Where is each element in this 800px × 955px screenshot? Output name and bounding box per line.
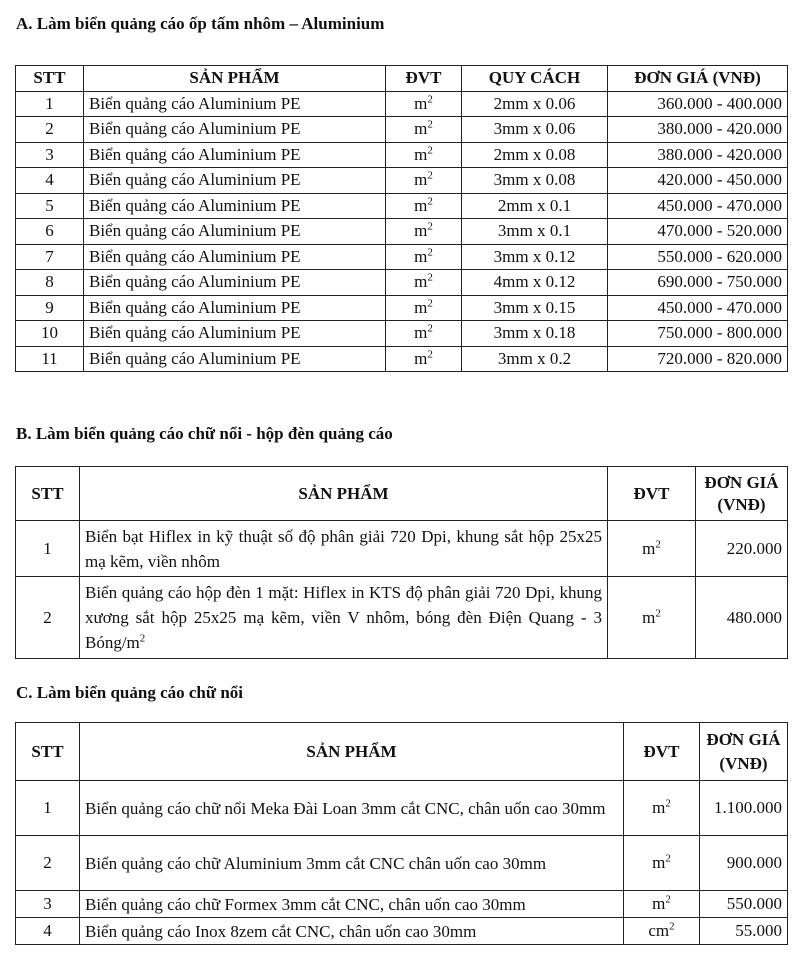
row-stt xyxy=(16,891,80,918)
raised-letter-price-table xyxy=(15,722,788,945)
row-product xyxy=(84,295,386,321)
row-unit-exponent: 2 xyxy=(427,348,433,361)
row-price-text: 480.000 xyxy=(726,607,782,627)
row-spec-text: 3mm x 0.2 xyxy=(497,348,572,368)
row-price-text: 690.000 - 750.000 xyxy=(657,272,782,292)
row-unit xyxy=(386,117,462,143)
table-row xyxy=(16,193,788,219)
header-price xyxy=(696,467,788,521)
row-unit xyxy=(624,891,700,918)
row-stt xyxy=(16,521,80,577)
table-row xyxy=(16,142,788,168)
table-row xyxy=(16,91,788,117)
row-product-text: Biển quảng cáo Aluminium PE xyxy=(89,93,301,113)
row-unit-exponent: 2 xyxy=(427,93,433,106)
aluminium-price-table xyxy=(15,65,788,372)
row-unit-exponent: 2 xyxy=(427,297,433,310)
row-unit-exponent: 2 xyxy=(669,920,675,933)
row-product xyxy=(84,219,386,245)
row-product xyxy=(80,891,624,918)
row-product xyxy=(84,270,386,296)
table-row xyxy=(16,117,788,143)
row-product-text: Biển quảng cáo Aluminium PE xyxy=(89,195,301,215)
row-stt-text: 4 xyxy=(45,170,54,190)
row-spec-text: 3mm x 0.18 xyxy=(493,323,576,343)
row-stt xyxy=(16,91,84,117)
table-row xyxy=(16,219,788,245)
row-product xyxy=(84,168,386,194)
header-unit: ĐVT xyxy=(386,66,462,92)
row-unit-text: m xyxy=(414,221,428,241)
row-unit-exponent: 2 xyxy=(427,322,433,335)
row-stt-text: 2 xyxy=(43,853,52,872)
row-unit-text: m xyxy=(414,119,428,139)
header-stt: STT xyxy=(16,467,80,521)
header-spec: QUY CÁCH xyxy=(462,66,608,92)
row-stt-text: 4 xyxy=(43,921,52,940)
table-row xyxy=(16,918,788,945)
row-stt-text: 3 xyxy=(43,894,52,913)
row-product-text: Biển quảng cáo Inox 8zem cắt CNC, chân uốn cao 30mm xyxy=(85,921,477,941)
header-stt: STT xyxy=(16,723,80,781)
row-product-text: Biển quảng cáo chữ Aluminium 3mm cắt CNC chân uốn cao 30mm xyxy=(85,853,547,873)
row-unit-text: m xyxy=(414,195,428,215)
row-spec xyxy=(462,91,608,117)
row-price-text: 1.100.000 xyxy=(714,798,782,817)
row-stt xyxy=(16,295,84,321)
row-stt xyxy=(16,117,84,143)
row-price-text: 550.000 xyxy=(726,894,782,913)
row-price xyxy=(608,117,788,143)
row-price-text: 720.000 - 820.000 xyxy=(657,348,782,368)
table-row xyxy=(16,781,788,836)
row-product-text: Biển quảng cáo Aluminium PE xyxy=(89,170,301,190)
row-spec xyxy=(462,346,608,372)
row-spec-text: 3mm x 0.1 xyxy=(497,221,572,241)
row-unit-text: m xyxy=(414,144,428,164)
row-stt-text: 3 xyxy=(45,144,54,164)
row-unit-text: m xyxy=(414,272,428,292)
row-unit xyxy=(608,521,696,577)
row-product-text: Biển quảng cáo hộp đèn 1 mặt: Hiflex in KTS độ phân giải 720 Dpi, khung xương sắt hộp 25x25 mạ kẽm, viền V nhôm, bóng đèn Điện Quang - 3 Bóng/m xyxy=(85,583,602,652)
row-unit xyxy=(386,142,462,168)
row-unit-text: m xyxy=(652,894,666,913)
row-unit xyxy=(624,781,700,836)
header-price-line2: (VNĐ) xyxy=(717,494,766,514)
row-unit-exponent: 2 xyxy=(655,606,661,619)
row-product xyxy=(84,91,386,117)
row-spec xyxy=(462,270,608,296)
row-price xyxy=(700,781,788,836)
header-stt: STT xyxy=(16,66,84,92)
row-price xyxy=(700,891,788,918)
row-product-text: Biển quảng cáo chữ Formex 3mm cắt CNC, chân uốn cao 30mm xyxy=(85,894,526,914)
table-header-row xyxy=(16,467,788,521)
row-unit xyxy=(386,295,462,321)
row-stt xyxy=(16,193,84,219)
row-stt-text: 5 xyxy=(45,195,54,215)
row-unit xyxy=(386,219,462,245)
table-row xyxy=(16,346,788,372)
row-spec-text: 3mm x 0.12 xyxy=(493,246,576,266)
row-stt-text: 1 xyxy=(43,798,52,817)
row-stt xyxy=(16,219,84,245)
row-stt-text: 1 xyxy=(45,93,54,113)
row-unit xyxy=(608,577,696,659)
row-unit xyxy=(624,918,700,945)
row-spec xyxy=(462,219,608,245)
row-spec xyxy=(462,117,608,143)
section-a-title: A. Làm biển quảng cáo ốp tấm nhôm – Aluminium xyxy=(16,14,385,33)
table-header-row xyxy=(16,723,788,781)
row-price xyxy=(608,270,788,296)
table-row xyxy=(16,168,788,194)
row-price-text: 380.000 - 420.000 xyxy=(657,119,782,139)
row-stt-text: 2 xyxy=(45,119,54,139)
table-row xyxy=(16,321,788,347)
row-price xyxy=(608,219,788,245)
row-spec-text: 2mm x 0.06 xyxy=(493,93,576,113)
row-price-text: 550.000 - 620.000 xyxy=(657,246,782,266)
row-unit-exponent: 2 xyxy=(427,246,433,259)
row-unit-exponent: 2 xyxy=(665,797,671,810)
row-stt xyxy=(16,244,84,270)
row-unit-exponent: 2 xyxy=(665,852,671,865)
row-price xyxy=(700,918,788,945)
row-stt-text: 2 xyxy=(43,607,52,627)
row-stt-text: 10 xyxy=(41,323,58,343)
row-unit xyxy=(386,346,462,372)
row-product-exponent: 2 xyxy=(139,632,146,645)
row-price xyxy=(608,346,788,372)
row-spec-text: 3mm x 0.06 xyxy=(493,119,576,139)
header-product: SẢN PHẨM xyxy=(84,66,386,92)
row-stt xyxy=(16,321,84,347)
table-header-row xyxy=(16,66,788,92)
row-stt-text: 7 xyxy=(45,246,54,266)
row-product-text: Biển quảng cáo Aluminium PE xyxy=(89,297,301,317)
row-stt xyxy=(16,142,84,168)
table-row xyxy=(16,295,788,321)
header-price-line1: ĐƠN GIÁ xyxy=(704,472,779,492)
row-unit-text: m xyxy=(414,323,428,343)
row-unit-exponent: 2 xyxy=(655,537,661,550)
row-price xyxy=(608,244,788,270)
row-stt-text: 1 xyxy=(43,538,52,558)
header-price: ĐƠN GIÁ (VNĐ) xyxy=(608,66,788,92)
header-unit: ĐVT xyxy=(608,467,696,521)
row-price-text: 450.000 - 470.000 xyxy=(657,195,782,215)
header-product: SẢN PHẨM xyxy=(80,723,624,781)
table-row xyxy=(16,270,788,296)
row-spec-text: 2mm x 0.1 xyxy=(497,195,572,215)
row-unit-exponent: 2 xyxy=(427,220,433,233)
row-product xyxy=(80,836,624,891)
row-product xyxy=(84,346,386,372)
row-product xyxy=(84,321,386,347)
row-spec xyxy=(462,142,608,168)
row-price-text: 470.000 - 520.000 xyxy=(657,221,782,241)
row-unit xyxy=(386,321,462,347)
row-unit xyxy=(386,270,462,296)
row-price-text: 450.000 - 470.000 xyxy=(657,297,782,317)
header-product: SẢN PHẨM xyxy=(80,467,608,521)
row-spec-text: 4mm x 0.12 xyxy=(493,272,576,292)
row-unit-text: m xyxy=(652,798,666,817)
row-unit xyxy=(386,91,462,117)
row-price-text: 55.000 xyxy=(735,921,782,940)
header-price-line2: (VNĐ) xyxy=(719,753,768,773)
row-price-text: 220.000 xyxy=(726,538,782,558)
header-price-line1: ĐƠN GIÁ xyxy=(706,729,781,749)
row-stt-text: 8 xyxy=(45,272,54,292)
row-price xyxy=(696,521,788,577)
row-unit-exponent: 2 xyxy=(427,118,433,131)
table-row xyxy=(16,244,788,270)
row-product xyxy=(80,521,608,577)
row-unit-text: cm xyxy=(648,921,670,940)
row-unit xyxy=(386,168,462,194)
table-row xyxy=(16,521,788,577)
table-row xyxy=(16,836,788,891)
row-price xyxy=(608,295,788,321)
header-price xyxy=(700,723,788,781)
row-stt-text: 9 xyxy=(45,297,54,317)
row-stt xyxy=(16,781,80,836)
row-product xyxy=(84,193,386,219)
row-stt xyxy=(16,918,80,945)
row-spec xyxy=(462,244,608,270)
row-product-text: Biển quảng cáo Aluminium PE xyxy=(89,221,301,241)
row-product xyxy=(80,577,608,659)
row-price-text: 380.000 - 420.000 xyxy=(657,144,782,164)
row-product xyxy=(84,244,386,270)
lightbox-price-table xyxy=(15,466,788,659)
row-unit xyxy=(624,836,700,891)
row-price xyxy=(696,577,788,659)
row-unit xyxy=(386,193,462,219)
row-product-text: Biển quảng cáo chữ nổi Meka Đài Loan 3mm cắt CNC, chân uốn cao 30mm xyxy=(85,798,606,818)
row-unit-exponent: 2 xyxy=(427,144,433,157)
section-b-title: B. Làm biển quảng cáo chữ nổi - hộp đèn quảng cáo xyxy=(16,424,393,443)
row-unit-text: m xyxy=(414,93,428,113)
table-row xyxy=(16,891,788,918)
row-product xyxy=(80,918,624,945)
row-spec-text: 3mm x 0.08 xyxy=(493,170,576,190)
row-stt xyxy=(16,836,80,891)
row-price xyxy=(700,836,788,891)
row-price xyxy=(608,142,788,168)
row-price xyxy=(608,193,788,219)
section-c-title: C. Làm biển quảng cáo chữ nổi xyxy=(16,683,243,702)
row-unit-text: m xyxy=(414,246,428,266)
row-unit xyxy=(386,244,462,270)
row-price-text: 900.000 xyxy=(726,853,782,872)
row-spec xyxy=(462,321,608,347)
row-product-text: Biển quảng cáo Aluminium PE xyxy=(89,144,301,164)
row-price xyxy=(608,168,788,194)
row-price-text: 420.000 - 450.000 xyxy=(657,170,782,190)
row-price xyxy=(608,91,788,117)
row-unit-text: m xyxy=(642,607,656,627)
row-product-text: Biển quảng cáo Aluminium PE xyxy=(89,246,301,266)
row-unit-exponent: 2 xyxy=(427,195,433,208)
row-product-text: Biển quảng cáo Aluminium PE xyxy=(89,323,301,343)
header-unit: ĐVT xyxy=(624,723,700,781)
row-spec xyxy=(462,193,608,219)
table-row xyxy=(16,577,788,659)
row-stt xyxy=(16,270,84,296)
row-stt-text: 11 xyxy=(41,348,58,368)
row-product-text: Biển quảng cáo Aluminium PE xyxy=(89,272,301,292)
row-unit-exponent: 2 xyxy=(665,893,671,906)
row-unit-text: m xyxy=(652,853,666,872)
row-unit-text: m xyxy=(414,297,428,317)
row-stt xyxy=(16,168,84,194)
row-unit-exponent: 2 xyxy=(427,169,433,182)
row-product-text: Biển quảng cáo Aluminium PE xyxy=(89,348,301,368)
row-product-text: Biển bạt Hiflex in kỹ thuật số độ phân giải 720 Dpi, khung sắt hộp 25x25 mạ kẽm, viền nhôm xyxy=(85,526,602,571)
row-price-text: 360.000 - 400.000 xyxy=(657,93,782,113)
row-stt-text: 6 xyxy=(45,221,54,241)
row-product-text: Biển quảng cáo Aluminium PE xyxy=(89,119,301,139)
row-product xyxy=(80,781,624,836)
row-unit-text: m xyxy=(414,348,428,368)
row-price-text: 750.000 - 800.000 xyxy=(657,323,782,343)
row-price xyxy=(608,321,788,347)
row-spec-text: 3mm x 0.15 xyxy=(493,297,576,317)
row-spec xyxy=(462,295,608,321)
row-product xyxy=(84,142,386,168)
row-product xyxy=(84,117,386,143)
row-unit-text: m xyxy=(642,538,656,558)
row-spec xyxy=(462,168,608,194)
row-unit-text: m xyxy=(414,170,428,190)
row-unit-exponent: 2 xyxy=(427,271,433,284)
row-stt xyxy=(16,577,80,659)
row-spec-text: 2mm x 0.08 xyxy=(493,144,576,164)
row-stt xyxy=(16,346,84,372)
